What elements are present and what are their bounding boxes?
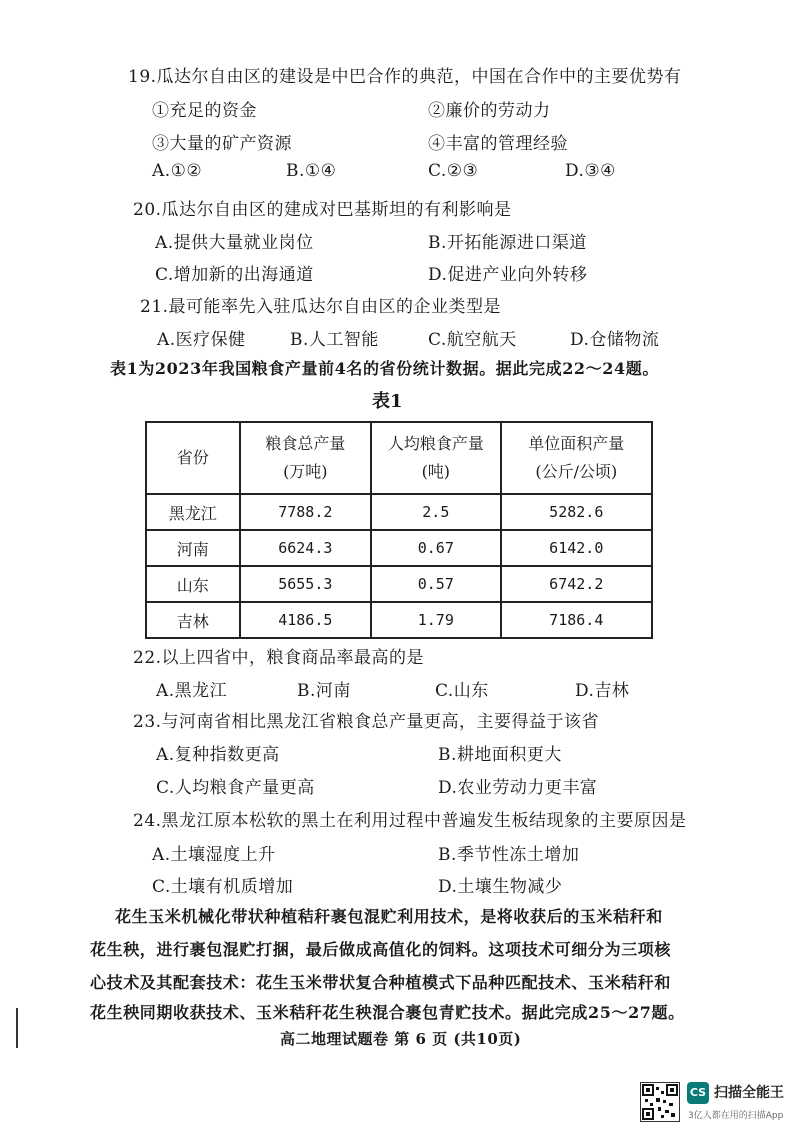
q24-option-a: A.土壤湿度上升	[152, 845, 276, 865]
question-24-stem: 24.黑龙江原本松软的黑土在利用过程中普遍发生板结现象的主要原因是	[133, 811, 687, 831]
q21-option-b: B.人工智能	[290, 330, 379, 350]
q19-item-4: ④丰富的管理经验	[428, 134, 568, 154]
cell-per-capita: 0.57	[371, 566, 500, 602]
table-title: 表1	[372, 391, 403, 412]
question-22-stem: 22.以上四省中，粮食商品率最高的是	[133, 648, 425, 668]
cell-yield: 6742.2	[501, 566, 652, 602]
cell-province: 河南	[146, 530, 240, 566]
header-total-output: 粮食总产量 (万吨)	[240, 422, 372, 494]
cell-yield: 5282.6	[501, 494, 652, 530]
question-19-stem: 19.瓜达尔自由区的建设是中巴合作的典范，中国在合作中的主要优势有	[128, 67, 682, 87]
camscanner-tagline: 3亿人都在用的扫描App	[688, 1111, 784, 1121]
q24-option-c: C.土壤有机质增加	[152, 877, 294, 897]
q19-option-b: B.①④	[286, 161, 337, 181]
q19-option-d: D.③④	[565, 161, 616, 181]
cell-total-output: 4186.5	[240, 602, 372, 638]
q19-item-1: ①充足的资金	[152, 101, 257, 121]
q19-item-3: ③大量的矿产资源	[152, 134, 292, 154]
question-20-stem: 20.瓜达尔自由区的建成对巴基斯坦的有利影响是	[133, 200, 512, 220]
cell-yield: 6142.0	[501, 530, 652, 566]
q20-option-c: C.增加新的出海通道	[155, 265, 314, 285]
cell-per-capita: 1.79	[371, 602, 500, 638]
passage-line-4: 花生秧同期收获技术、玉米秸秆花生秧混合裹包青贮技术。据此完成25～27题。	[90, 1003, 685, 1022]
cell-yield: 7186.4	[501, 602, 652, 638]
q19-option-a: A.①②	[152, 161, 203, 181]
passage-line-2: 花生秧，进行裹包混贮打捆，最后做成高值化的饲料。这项技术可细分为三项核	[90, 940, 672, 959]
q20-option-a: A.提供大量就业岗位	[155, 233, 314, 253]
q22-option-d: D.吉林	[575, 681, 630, 701]
cell-province: 山东	[146, 566, 240, 602]
grain-statistics-table	[145, 421, 653, 639]
table-header-row	[146, 422, 652, 494]
table-intro: 表1为2023年我国粮食产量前4名的省份统计数据。据此完成22～24题。	[110, 359, 659, 378]
q20-option-d: D.促进产业向外转移	[428, 265, 588, 285]
cell-per-capita: 0.67	[371, 530, 500, 566]
passage-line-3: 心技术及其配套技术：花生玉米带状复合种植模式下品种匹配技术、玉米秸秆和	[90, 973, 672, 992]
q22-option-a: A.黑龙江	[156, 681, 228, 701]
table-row	[146, 530, 652, 566]
q21-option-a: A.医疗保健	[157, 330, 246, 350]
cell-per-capita: 2.5	[371, 494, 500, 530]
q24-option-b: B.季节性冻土增加	[438, 845, 580, 865]
header-yield-per-area: 单位面积产量 (公斤/公顷)	[501, 422, 652, 494]
table-row	[146, 494, 652, 530]
q22-option-c: C.山东	[435, 681, 489, 701]
q19-item-2: ②廉价的劳动力	[428, 101, 551, 121]
q23-option-b: B.耕地面积更大	[438, 745, 562, 765]
header-province: 省份	[146, 422, 240, 494]
scan-edge-line	[16, 1008, 18, 1048]
question-21-stem: 21.最可能率先入驻瓜达尔自由区的企业类型是	[140, 297, 502, 317]
q21-option-c: C.航空航天	[428, 330, 517, 350]
q22-option-b: B.河南	[297, 681, 351, 701]
q23-option-a: A.复种指数更高	[156, 745, 280, 765]
camscanner-name: 扫描全能王	[714, 1085, 784, 1101]
camscanner-logo-icon: CS	[687, 1082, 709, 1104]
table-row	[146, 566, 652, 602]
passage-line-1: 花生玉米机械化带状种植秸秆裹包混贮利用技术，是将收获后的玉米秸秆和	[115, 907, 663, 926]
q20-option-b: B.开拓能源进口渠道	[428, 233, 587, 253]
header-per-capita: 人均粮食产量 (吨)	[371, 422, 500, 494]
cell-total-output: 5655.3	[240, 566, 372, 602]
qr-code-icon	[640, 1082, 680, 1122]
table-row	[146, 602, 652, 638]
question-23-stem: 23.与河南省相比黑龙江省粮食总产量更高，主要得益于该省	[133, 712, 600, 732]
q24-option-d: D.土壤生物减少	[438, 877, 563, 897]
cell-total-output: 6624.3	[240, 530, 372, 566]
q19-option-c: C.②③	[428, 161, 479, 181]
cell-total-output: 7788.2	[240, 494, 372, 530]
q23-option-d: D.农业劳动力更丰富	[438, 778, 598, 798]
cell-province: 吉林	[146, 602, 240, 638]
q23-option-c: C.人均粮食产量更高	[156, 778, 315, 798]
q21-option-d: D.仓储物流	[570, 330, 660, 350]
page-footer: 高二地理试题卷 第 6 页 (共10页)	[280, 1030, 522, 1048]
cell-province: 黑龙江	[146, 494, 240, 530]
